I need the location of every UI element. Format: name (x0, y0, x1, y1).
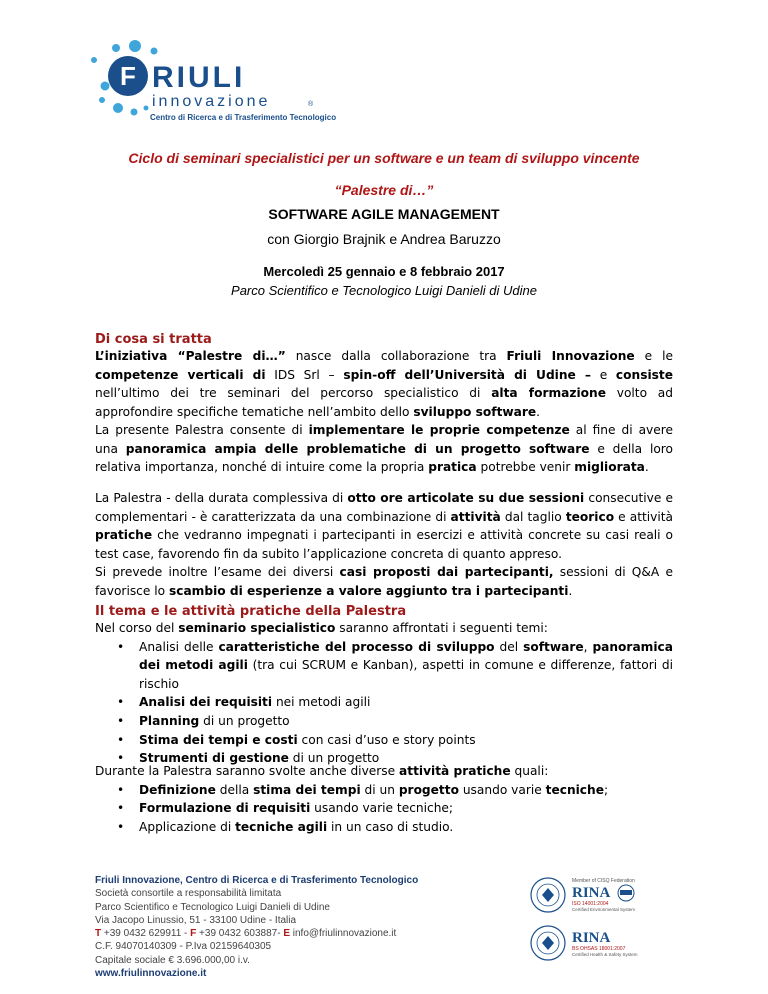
footer-line: Parco Scientifico e Tecnologico Luigi Danieli di Udine (95, 901, 330, 913)
paragraph-durata: La Palestra - della durata complessiva di otto ore articolate su due sessioni consecutive e complementari - è caratterizzata da una combinazione di attività dal taglio teorico e attività pratiche che vedranno impegnati i partecipanti in esercizi e attività concrete su casi reali o test case, favorendo fin da subito l’applicazione concreta di quanto appreso. Si prevede inoltre l’esame dei diversi casi proposti dai partecipanti, sessioni di Q&A e favorisce lo scambio di esperienze a valore aggiunto tra i partecipanti. (95, 491, 674, 598)
list-item: • Strumenti di gestione di un progetto (95, 749, 673, 768)
topics-intro: Nel corso del seminario specialistico saranno affrontati i seguenti temi: (95, 621, 548, 635)
list-item: • Planning di un progetto (95, 712, 673, 731)
logo-dot (112, 44, 120, 52)
logo-dot (101, 82, 110, 91)
cert-sub: Certified Environmental System (572, 907, 636, 912)
cert-iso: BS OHSAS 18001:2007 (572, 946, 626, 952)
footer-website: www.friulinnovazione.it (95, 968, 207, 980)
certification-badge-iso (528, 872, 640, 918)
seminar-title: SOFTWARE AGILE MANAGEMENT (268, 206, 500, 222)
logo-dot (144, 106, 149, 111)
footer-line: Società consortile a responsabilità limitata (95, 888, 282, 900)
logo-dot (131, 109, 138, 116)
cert-iso: ISO 14001:2004 (572, 901, 609, 907)
cert-name: RINA (572, 885, 611, 901)
footer-line: Capitale sociale € 3.696.000,00 i.v. (95, 954, 250, 966)
cycle-title: Ciclo di seminari specialistici per un software e un team di sviluppo vincente (128, 150, 640, 166)
certification-badge-ohsas (528, 920, 640, 966)
cert-name: RINA (572, 930, 611, 946)
list-item: • Analisi dei requisiti nei metodi agili (95, 693, 673, 712)
logo-dot (99, 97, 105, 103)
list-item: • Applicazione di tecniche agili in un caso di studio. (95, 818, 673, 837)
footer (95, 874, 418, 980)
footer-company: Friuli Innovazione, Centro di Ricerca e di Trasferimento Tecnologico (95, 875, 419, 886)
logo-registered: ® (308, 101, 314, 108)
seminar-place: Parco Scientifico e Tecnologico Luigi Danieli di Udine (231, 283, 537, 298)
logo-dot (129, 40, 141, 52)
section-heading-topics: Il tema e le attività pratiche della Palestra (95, 604, 407, 619)
logo-tagline: Centro di Ricerca e di Trasferimento Tecnologico (150, 113, 337, 122)
cert-sub: Certified Health & Safety System (572, 952, 638, 957)
list-item: • Formulazione di requisiti usando varie tecniche; (95, 799, 673, 818)
activities-block (95, 762, 673, 836)
activities-intro: Durante la Palestra saranno svolte anche diverse attività pratiche quali: (95, 764, 549, 778)
activities-list (95, 781, 673, 837)
logo-innovazione: innovazione (152, 93, 271, 110)
list-item: • Stima dei tempi e costi con casi d’uso e story points (95, 731, 673, 750)
list-item: • Analisi delle caratteristiche del processo di sviluppo del software, panoramica dei metodi agili (tra cui SCRUM e Kanban), aspetti in comune e differenze, fattori di rischio (95, 638, 673, 694)
list-item: • Definizione della stima dei tempi di un progetto usando varie tecniche; (95, 781, 673, 800)
footer-address: Via Jacopo Linussio, 51 - 33100 Udine - Italia (95, 914, 297, 926)
seminar-authors: con Giorgio Brajnik e Andrea Baruzzo (267, 231, 501, 247)
logo-brand: RIULI (152, 61, 246, 94)
logo-initial: F (120, 61, 136, 91)
footer-line: C.F. 94070140309 - P.Iva 02159640305 (95, 941, 272, 953)
footer-contacts: T +39 0432 629911 - F +39 0432 603887- E info@friulinnovazione.it (95, 928, 397, 940)
topics-list (95, 638, 673, 768)
seminar-date: Mercoledì 25 gennaio e 8 febbraio 2017 (263, 264, 505, 279)
logo-dot (113, 103, 123, 113)
section-heading-about: Di cosa si tratta (95, 332, 212, 347)
cert-member: Member of CISQ Federation (572, 878, 635, 884)
paragraph-competenze: La presente Palestra consente di implementare le proprie competenze al fine di avere una panoramica ampia delle problematiche di un progetto software e della loro relativa importanza, nonché di intuire come la propria pratica potrebbe venir migliorata. (95, 423, 674, 475)
paragraph-intro: L’iniziativa “Palestre di…” nasce dalla collaborazione tra Friuli Innovazione e le competenze verticali di IDS Srl – spin-off dell’Università di Udine – e consiste nell’ultimo dei tre seminari del percorso specialistico di alta formazione volto ad approfondire specifiche tematiche nell’ambito dello sviluppo software. (95, 349, 674, 419)
topics-block (95, 619, 673, 768)
logo-dot (91, 57, 97, 63)
logo-dot (151, 48, 158, 55)
palestre-title: “Palestre di…” (334, 182, 434, 198)
